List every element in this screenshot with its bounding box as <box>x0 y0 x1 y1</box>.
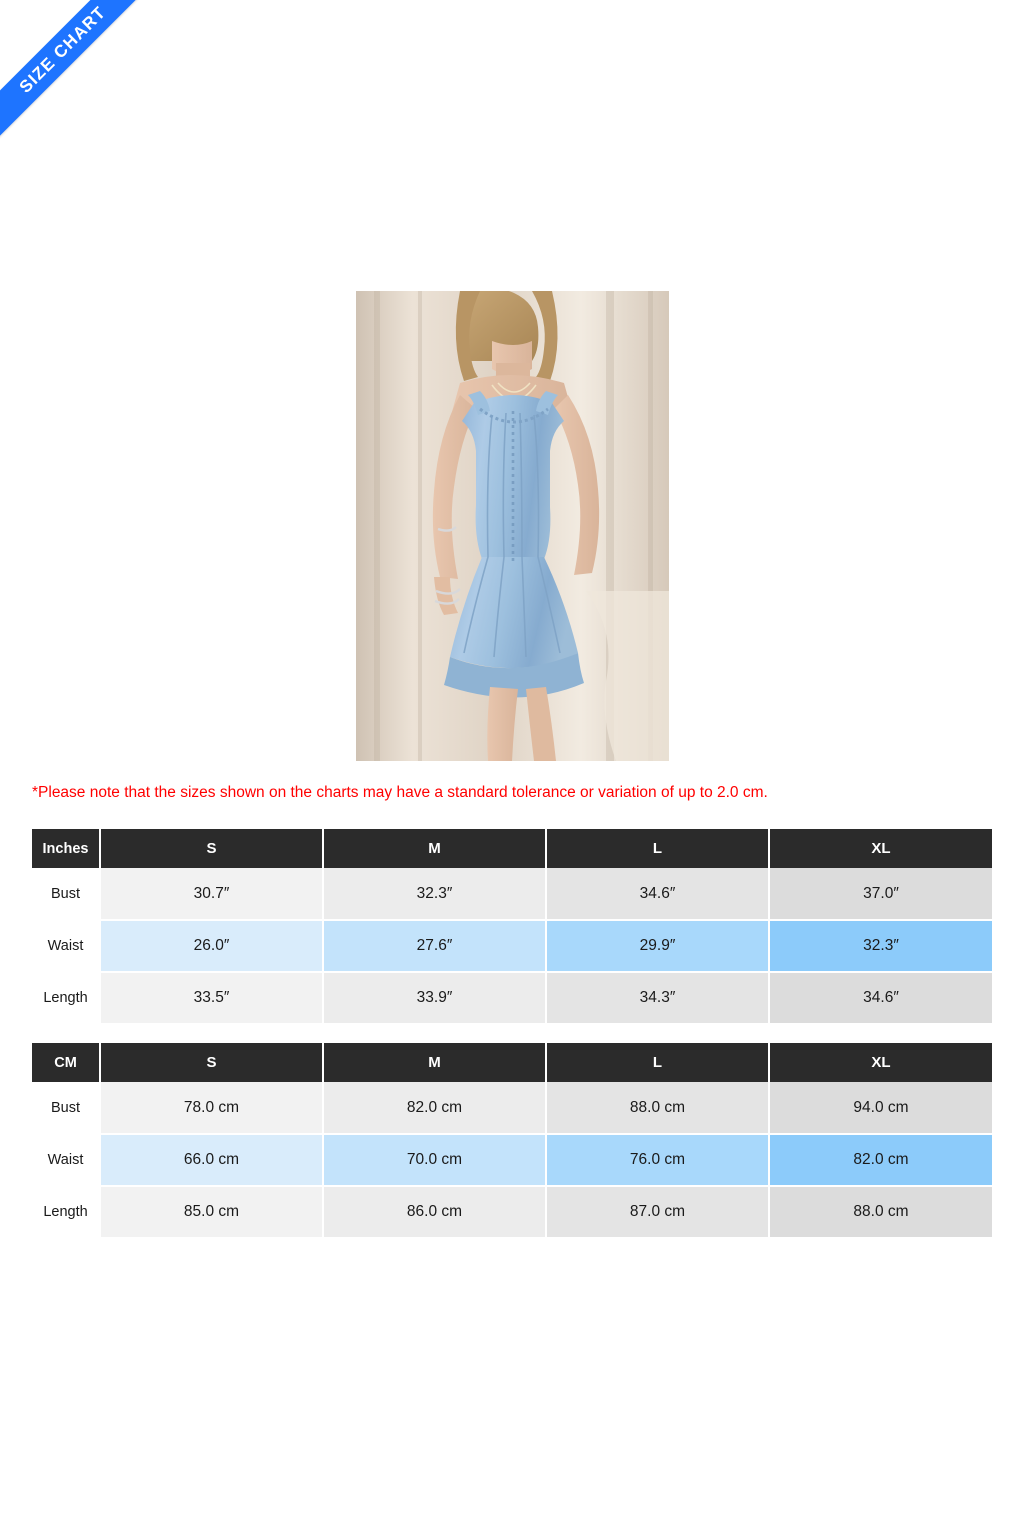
cell-bust-m: 32.3″ <box>323 868 546 920</box>
column-header-s: S <box>100 829 323 868</box>
column-header-l: L <box>546 1043 769 1082</box>
column-header-l: L <box>546 829 769 868</box>
cell-length-s: 85.0 cm <box>100 1186 323 1238</box>
column-header-xl: XL <box>769 1043 992 1082</box>
table-row <box>32 972 992 1024</box>
column-header-m: M <box>323 1043 546 1082</box>
cell-length-l: 87.0 cm <box>546 1186 769 1238</box>
cell-length-xl: 34.6″ <box>769 972 992 1024</box>
cell-waist-s: 26.0″ <box>100 920 323 972</box>
row-label-bust: Bust <box>32 1082 100 1134</box>
cell-bust-s: 30.7″ <box>100 868 323 920</box>
cell-bust-m: 82.0 cm <box>323 1082 546 1134</box>
cell-waist-l: 76.0 cm <box>546 1134 769 1186</box>
row-label-length: Length <box>32 1186 100 1238</box>
table-row <box>32 868 992 920</box>
row-label-length: Length <box>32 972 100 1024</box>
table-row <box>32 1082 992 1134</box>
table-row <box>32 1134 992 1186</box>
table-header-row <box>32 829 992 868</box>
ribbon-label: SIZE CHART <box>0 0 156 143</box>
unit-header-cm: CM <box>32 1043 100 1082</box>
cell-bust-xl: 94.0 cm <box>769 1082 992 1134</box>
size-table-inches <box>32 829 992 1025</box>
cell-length-xl: 88.0 cm <box>769 1186 992 1238</box>
cell-waist-l: 29.9″ <box>546 920 769 972</box>
cell-bust-xl: 37.0″ <box>769 868 992 920</box>
table-header-row <box>32 1043 992 1082</box>
cell-length-m: 33.9″ <box>323 972 546 1024</box>
table-row <box>32 920 992 972</box>
column-header-xl: XL <box>769 829 992 868</box>
cell-length-m: 86.0 cm <box>323 1186 546 1238</box>
cell-length-s: 33.5″ <box>100 972 323 1024</box>
cell-waist-xl: 32.3″ <box>769 920 992 972</box>
cell-waist-xl: 82.0 cm <box>769 1134 992 1186</box>
cell-length-l: 34.3″ <box>546 972 769 1024</box>
size-chart-ribbon <box>0 0 200 200</box>
cell-waist-m: 70.0 cm <box>323 1134 546 1186</box>
row-label-waist: Waist <box>32 920 100 972</box>
cell-bust-l: 88.0 cm <box>546 1082 769 1134</box>
row-label-bust: Bust <box>32 868 100 920</box>
tolerance-note: *Please note that the sizes shown on the charts may have a standard tolerance or variation of up to 2.0 cm. <box>32 784 768 801</box>
column-header-m: M <box>323 829 546 868</box>
unit-header-inches: Inches <box>32 829 100 868</box>
cell-waist-m: 27.6″ <box>323 920 546 972</box>
product-photo <box>356 291 669 761</box>
table-row <box>32 1186 992 1238</box>
cell-bust-s: 78.0 cm <box>100 1082 323 1134</box>
cell-waist-s: 66.0 cm <box>100 1134 323 1186</box>
product-photo-illustration <box>356 291 669 761</box>
row-label-waist: Waist <box>32 1134 100 1186</box>
size-table-cm <box>32 1043 992 1239</box>
cell-bust-l: 34.6″ <box>546 868 769 920</box>
column-header-s: S <box>100 1043 323 1082</box>
